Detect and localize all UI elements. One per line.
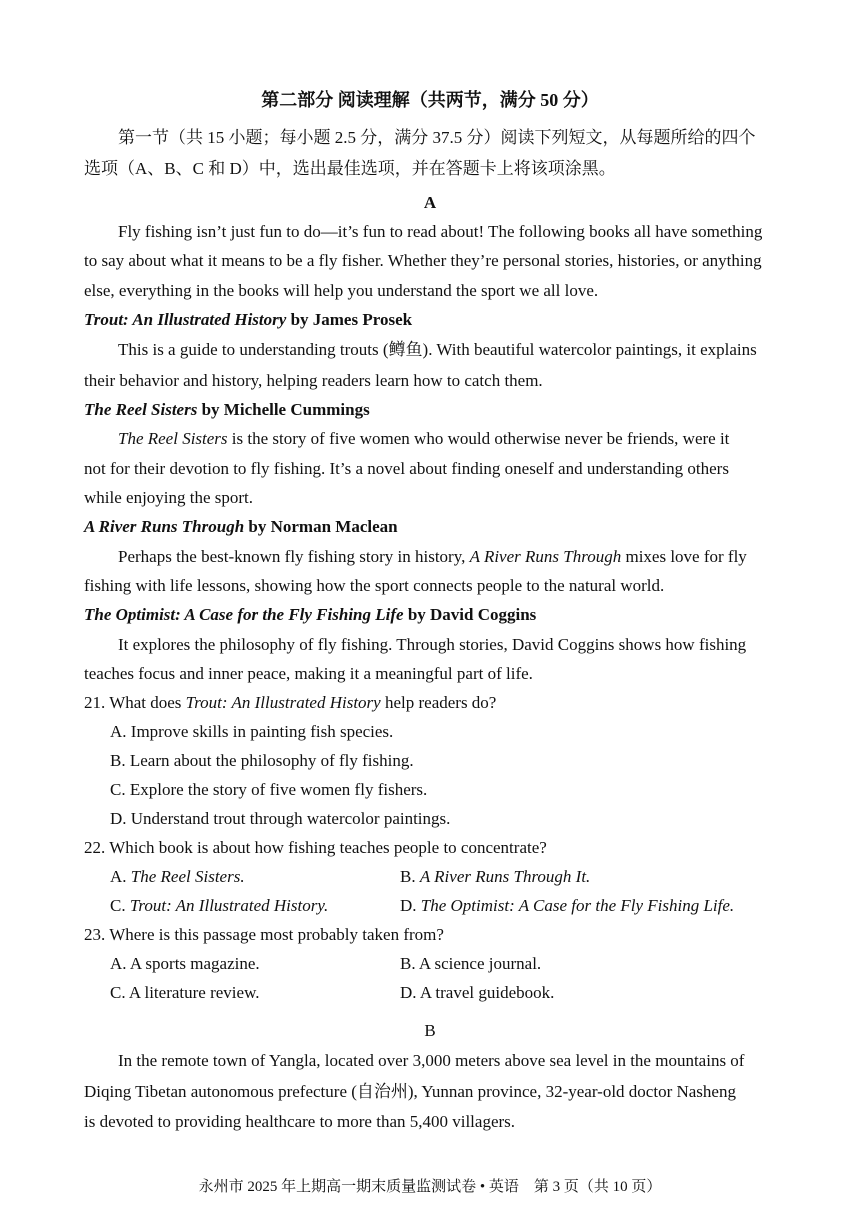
option-label: A. <box>110 867 131 886</box>
section-intro-line-2: 选项（A、B、C 和 D）中，选出最佳选项，并在答题卡上将该项涂黑。 <box>84 159 616 178</box>
book-heading <box>84 399 370 421</box>
book-title: A River Runs Through <box>84 517 245 536</box>
book-description-line: not for their devotion to fly fishing. It’s a novel about finding oneself and understanding others <box>84 459 729 478</box>
book-author: by James Prosek <box>290 310 413 329</box>
answer-option: A. Improve skills in painting fish species. <box>110 722 394 741</box>
part-title: 第二部分 阅读理解（共两节，满分 50 分） <box>261 90 599 110</box>
answer-option: A. A sports magazine. <box>110 954 260 973</box>
section-intro-line-1: 第一节（共 15 小题；每小题 2.5 分，满分 37.5 分）阅读下列短文，从每题所给的四个 <box>118 128 756 147</box>
book-description-line: their behavior and history, helping readers learn how to catch them. <box>84 371 543 390</box>
book-author: by Norman Maclean <box>248 517 398 536</box>
book-title: The Reel Sisters <box>84 400 198 419</box>
passage-b-line: Diqing Tibetan autonomous prefecture (自治州), Yunnan province, 32-year-old doctor Nasheng <box>84 1082 736 1101</box>
book-description-line: fishing with life lessons, showing how the sport connects people to the natural world. <box>84 576 665 595</box>
book-author: by Michelle Cummings <box>201 400 370 419</box>
book-author: by David Coggins <box>407 605 537 624</box>
passage-a-intro-line: Fly fishing isn’t just fun to do—it’s fun to read about! The following books all have something <box>118 222 763 241</box>
passage-a-intro-line: else, everything in the books will help you understand the sport we all love. <box>84 281 599 300</box>
book-description-text: is the story of five women who would otherwise never be friends, were it <box>227 429 730 448</box>
answer-option: D. A travel guidebook. <box>400 983 555 1002</box>
book-description-text: mixes love for fly <box>621 547 747 566</box>
question-22: 22. Which book is about how fishing teaches people to concentrate? <box>84 838 547 857</box>
book-title: The Optimist: A Case for the Fly Fishing Life <box>84 605 404 624</box>
answer-option: B. Learn about the philosophy of fly fishing. <box>110 751 414 770</box>
option-text: The Reel Sisters. <box>130 867 245 886</box>
book-title-inline: A River Runs Through <box>469 547 622 566</box>
question-21 <box>84 692 496 714</box>
book-description-line: while enjoying the sport. <box>84 488 254 507</box>
option-label: D. <box>400 896 421 915</box>
option-text: Trout: An Illustrated History. <box>129 896 329 915</box>
question-23: 23. Where is this passage most probably taken from? <box>84 925 444 944</box>
passage-letter-a: A <box>423 193 437 212</box>
question-book-title: Trout: An Illustrated History <box>185 693 381 712</box>
book-description-text: Perhaps the best-known fly fishing story in history, <box>118 547 470 566</box>
answer-option <box>400 866 590 888</box>
option-label: C. <box>110 896 130 915</box>
question-text: 21. What does <box>84 693 186 712</box>
page-footer: 永州市 2025 年上期高一期末质量监测试卷 • 英语 第 3 页（共 10 页） <box>198 1179 662 1195</box>
book-description-line <box>118 546 747 568</box>
option-text: A River Runs Through It. <box>419 867 591 886</box>
answer-option: C. Explore the story of five women fly fishers. <box>110 780 428 799</box>
passage-b-line: is devoted to providing healthcare to more than 5,400 villagers. <box>84 1112 516 1131</box>
passage-letter-b: B <box>424 1021 436 1040</box>
book-title-inline: The Reel Sisters <box>118 429 228 448</box>
book-description-line <box>118 428 729 450</box>
answer-option <box>110 866 245 888</box>
book-heading <box>84 516 398 538</box>
option-text: The Optimist: A Case for the Fly Fishing Life. <box>420 896 735 915</box>
option-label: B. <box>400 867 420 886</box>
passage-b-line: In the remote town of Yangla, located over 3,000 meters above sea level in the mountains of <box>118 1051 745 1070</box>
answer-option: B. A science journal. <box>400 954 542 973</box>
answer-option: C. A literature review. <box>110 983 260 1002</box>
question-text: help readers do? <box>380 693 497 712</box>
passage-a-intro-line: to say about what it means to be a fly fisher. Whether they’re personal stories, histories, or anything <box>84 251 762 270</box>
book-heading <box>84 604 536 626</box>
book-description-line: teaches focus and inner peace, making it a meaningful part of life. <box>84 664 533 683</box>
book-description-line: It explores the philosophy of fly fishing. Through stories, David Coggins shows how fishing <box>118 635 747 654</box>
book-heading <box>84 309 412 331</box>
book-description-line: This is a guide to understanding trouts (鳟鱼). With beautiful watercolor paintings, it explains <box>118 340 757 359</box>
answer-option: D. Understand trout through watercolor paintings. <box>110 809 451 828</box>
book-title: Trout: An Illustrated History <box>84 310 287 329</box>
answer-option <box>110 895 328 917</box>
answer-option <box>400 895 734 917</box>
